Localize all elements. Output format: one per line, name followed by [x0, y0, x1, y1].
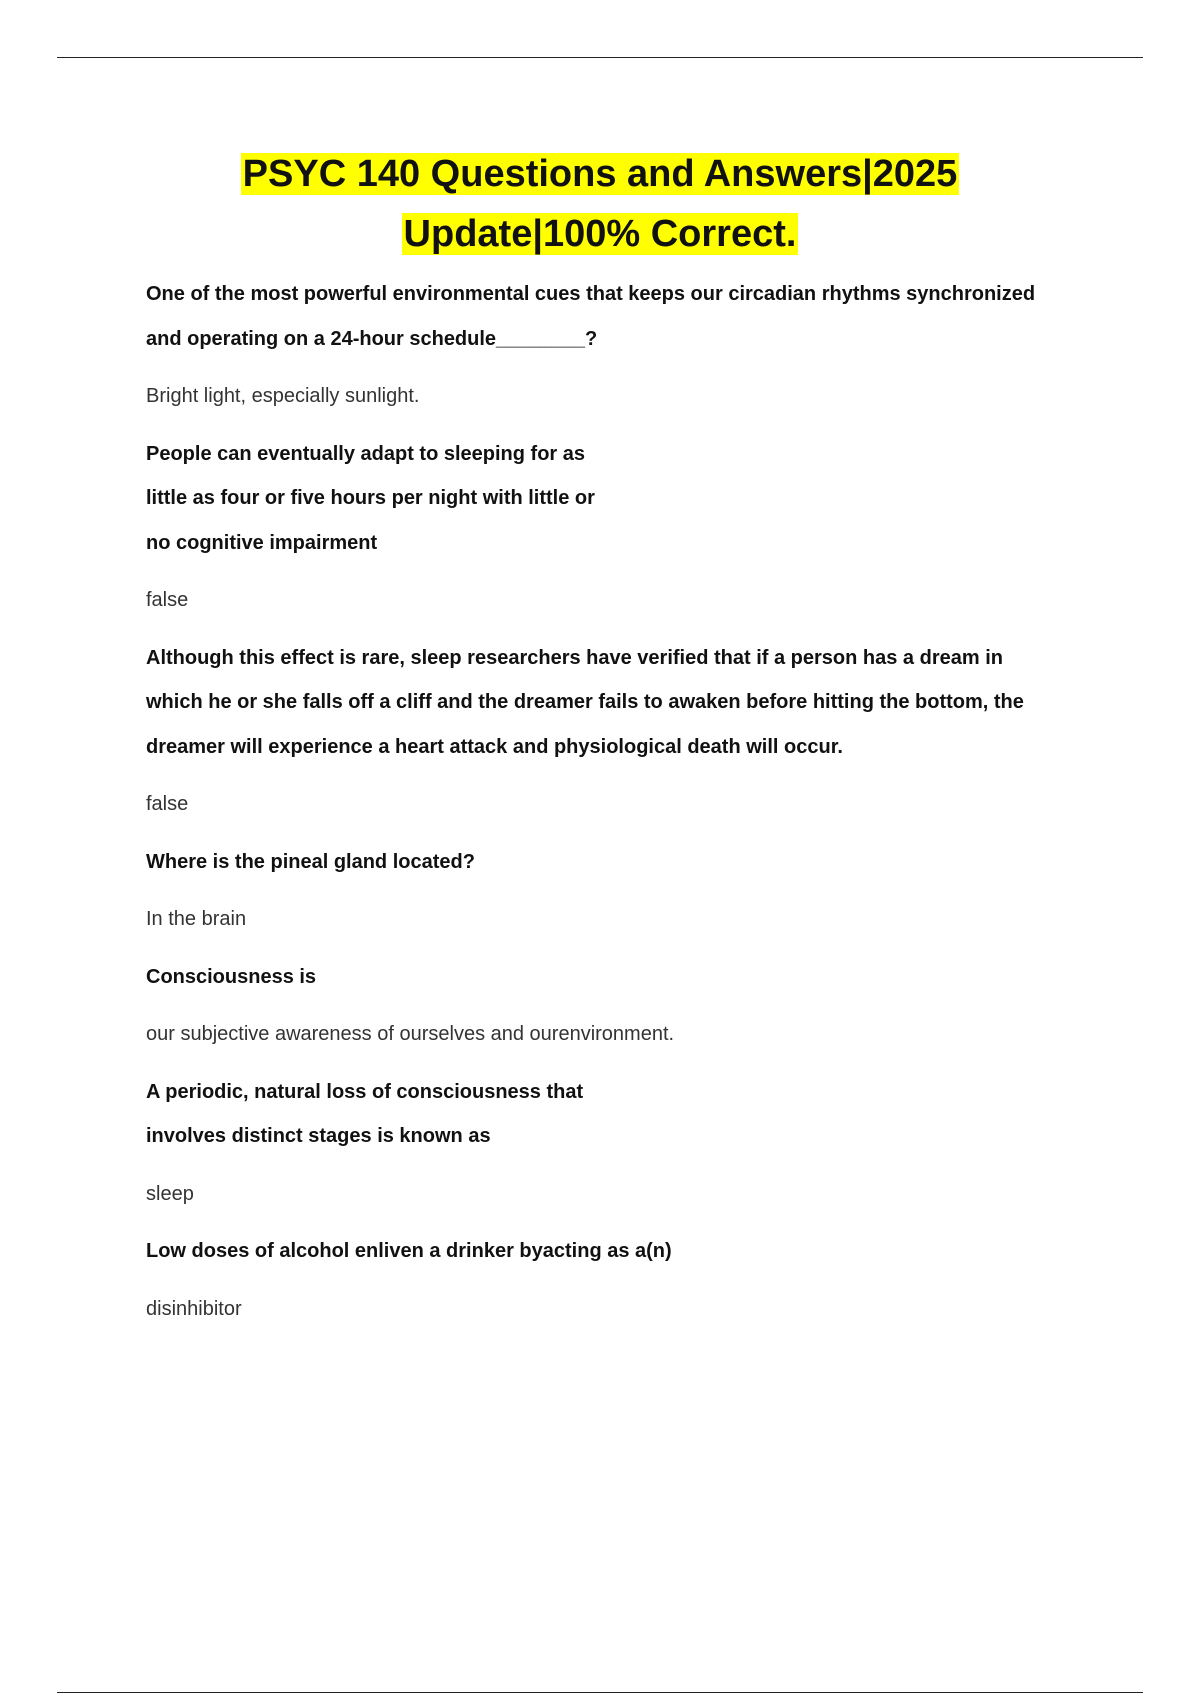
answer-1: Bright light, especially sunlight.	[146, 385, 420, 407]
title-line-2: Update|100% Correct.	[403, 213, 797, 255]
question-2: People can eventually adapt to sleeping for as little as four or five hours per night with little or no cognitive impairment	[146, 442, 595, 554]
title-line-1: PSYC 140 Questions and Answers|2025	[242, 153, 958, 195]
answer-7: disinhibitor	[146, 1297, 242, 1320]
answer-5: our subjective awareness of ourselves and ourenvironment.	[146, 1023, 675, 1045]
answer-3: false	[146, 793, 189, 815]
question-6: A periodic, natural loss of consciousness that involves distinct stages is known as	[146, 1080, 584, 1147]
question-4: Where is the pineal gland located?	[146, 850, 475, 873]
top-rule	[57, 57, 1143, 58]
question-7: Low doses of alcohol enliven a drinker byacting as a(n)	[146, 1240, 672, 1262]
answer-6: sleep	[146, 1182, 194, 1205]
question-5: Consciousness is	[146, 965, 317, 988]
document-title	[100, 144, 1100, 264]
bottom-rule	[57, 1692, 1143, 1693]
qa-list	[146, 272, 1096, 1344]
answer-4: In the brain	[146, 908, 247, 930]
question-3: Although this effect is rare, sleep researchers have verified that if a person has a dream in which he or she falls off a cliff and the dreamer fails to awaken before hitting the bottom, the dreamer will experience a heart attack and physiological death will occur.	[146, 646, 1024, 758]
answer-2: false	[146, 589, 189, 611]
question-1: One of the most powerful environmental cues that keeps our circadian rhythms synchronized and operating on a 24-hour schedule________?	[146, 283, 1036, 350]
